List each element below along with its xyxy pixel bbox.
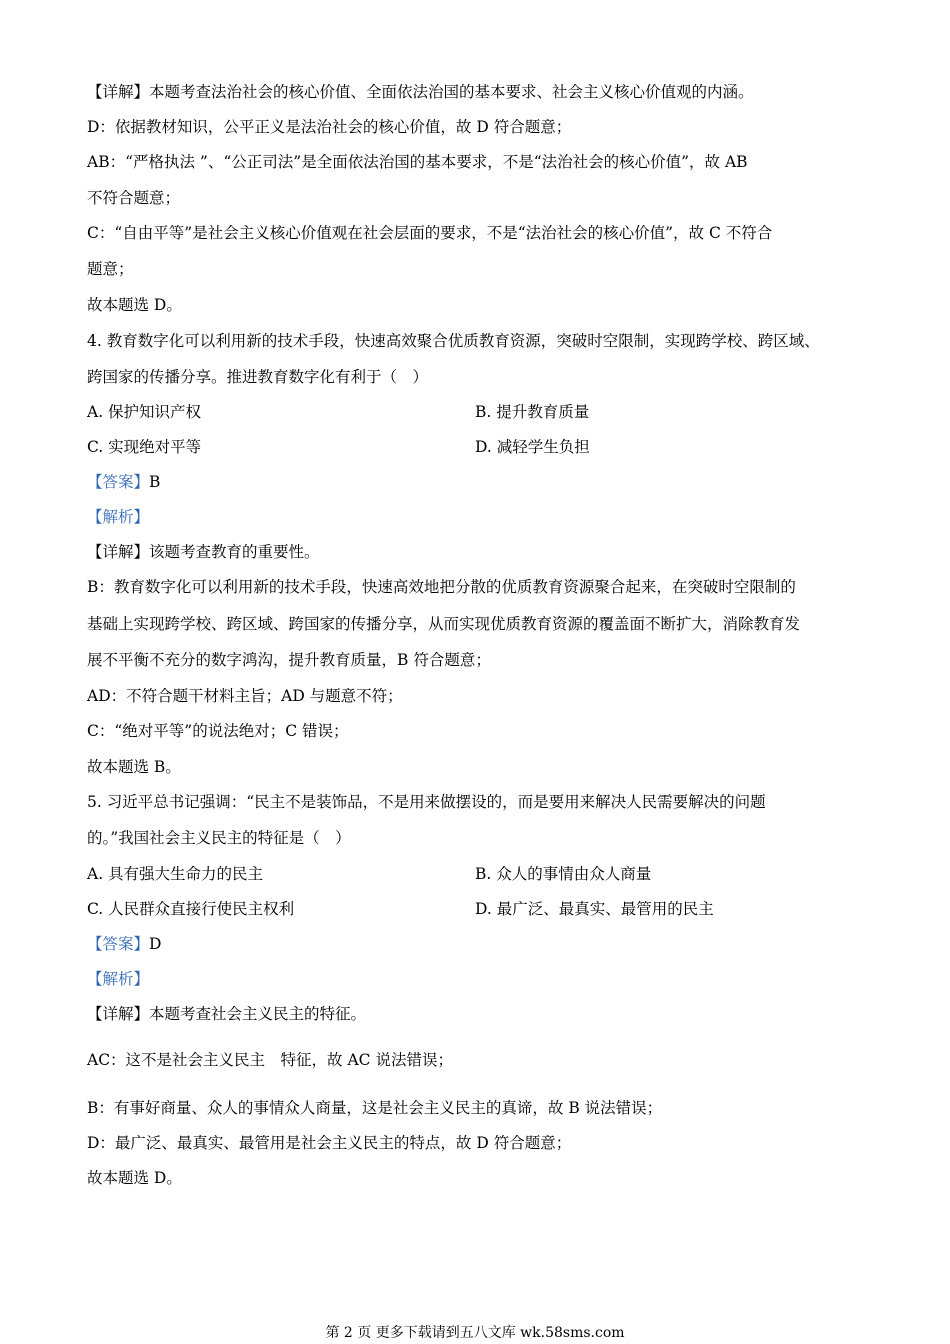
q3-explanation-c-line1: C：“自由平等”是社会主义核心价值观在社会层面的要求，不是“法治社会的核心价值”，故 C 不符合 xyxy=(87,224,773,242)
q4-stem-line1: 4. 教育数字化可以利用新的技术手段，快速高效聚合优质教育资源，突破时空限制，实现跨学校、跨区域、 xyxy=(87,332,820,350)
q5-answer xyxy=(87,934,161,954)
q5-explanation-ac: AC：这不是社会主义民主 特征，故 AC 说法错误； xyxy=(87,1051,453,1069)
q5-analysis-label: 【解析】 xyxy=(87,970,150,988)
q4-analysis-label: 【解析】 xyxy=(87,508,150,526)
q5-explanation-b: B：有事好商量、众人的事情众人商量，这是社会主义民主的真谛，故 B 说法错误； xyxy=(87,1099,663,1117)
q4-explanation-b-line2: 基础上实现跨学校、跨区域、跨国家的传播分享，从而实现优质教育资源的覆盖面不断扩大，消除教育发 xyxy=(87,615,801,633)
q4-explanation-b-line1: B：教育数字化可以利用新的技术手段，快速高效地把分散的优质教育资源聚合起来，在突破时空限制的 xyxy=(87,578,796,596)
q4-option-b: B. 提升教育质量 xyxy=(475,403,590,421)
q3-explanation-ab-line1: AB：“严格执法 ”、“公正司法”是全面依法治国的基本要求，不是“法治社会的核心价值”，故 AB xyxy=(87,153,748,171)
q4-option-a: A. 保护知识产权 xyxy=(87,403,202,421)
q5-option-b: B. 众人的事情由众人商量 xyxy=(475,865,652,883)
q4-answer-label: 【答案】 xyxy=(87,473,150,491)
q5-stem-line1: 5. 习近平总书记强调：“民主不是装饰品，不是用来做摆设的，而是要用来解决人民需要解决的问题 xyxy=(87,793,766,811)
page-footer: 第 2 页 更多下载请到五八文库 wk.58sms.com xyxy=(325,1325,625,1341)
q5-option-a: A. 具有强大生命力的民主 xyxy=(87,865,264,883)
q5-option-d: D. 最广泛、最真实、最管用的民主 xyxy=(475,900,714,918)
q5-answer-label: 【答案】 xyxy=(87,935,150,953)
q4-explanation-ad: AD：不符合题干材料主旨；AD 与题意不符； xyxy=(87,687,403,705)
q4-detail: 【详解】该题考查教育的重要性。 xyxy=(87,543,320,561)
q4-option-d: D. 减轻学生负担 xyxy=(475,438,590,456)
q5-answer-value: D xyxy=(149,935,162,953)
q3-explanation-c-line2: 题意； xyxy=(87,260,134,278)
q5-option-c: C. 人民群众直接行使民主权利 xyxy=(87,900,295,918)
q3-explanation-d: D：依据教材知识，公平正义是法治社会的核心价值，故 D 符合题意； xyxy=(87,118,572,136)
q4-stem-line2: 跨国家的传播分享。推进教育数字化有利于（ ） xyxy=(87,368,429,386)
q4-option-c: C. 实现绝对平等 xyxy=(87,438,202,456)
q4-explanation-b-line3: 展不平衡不充分的数字鸿沟，提升教育质量，B 符合题意； xyxy=(87,651,491,669)
q3-detail: 【详解】本题考查法治社会的核心价值、全面依法治国的基本要求、社会主义核心价值观的内涵。 xyxy=(87,83,754,101)
q4-explanation-c: C：“绝对平等”的说法绝对；C 错误； xyxy=(87,722,349,740)
q4-answer-value: B xyxy=(149,473,161,491)
q5-detail: 【详解】本题考查社会主义民主的特征。 xyxy=(87,1005,367,1023)
q5-explanation-d: D：最广泛、最真实、最管用是社会主义民主的特点，故 D 符合题意； xyxy=(87,1134,572,1152)
q3-explanation-ab-line2: 不符合题意； xyxy=(87,189,181,207)
q4-conclusion: 故本题选 B。 xyxy=(87,758,181,776)
q3-conclusion: 故本题选 D。 xyxy=(87,296,182,314)
q5-conclusion: 故本题选 D。 xyxy=(87,1169,182,1187)
q5-stem-line2: 的。”我国社会主义民主的特征是（ ） xyxy=(87,829,351,847)
q4-answer xyxy=(87,472,160,492)
